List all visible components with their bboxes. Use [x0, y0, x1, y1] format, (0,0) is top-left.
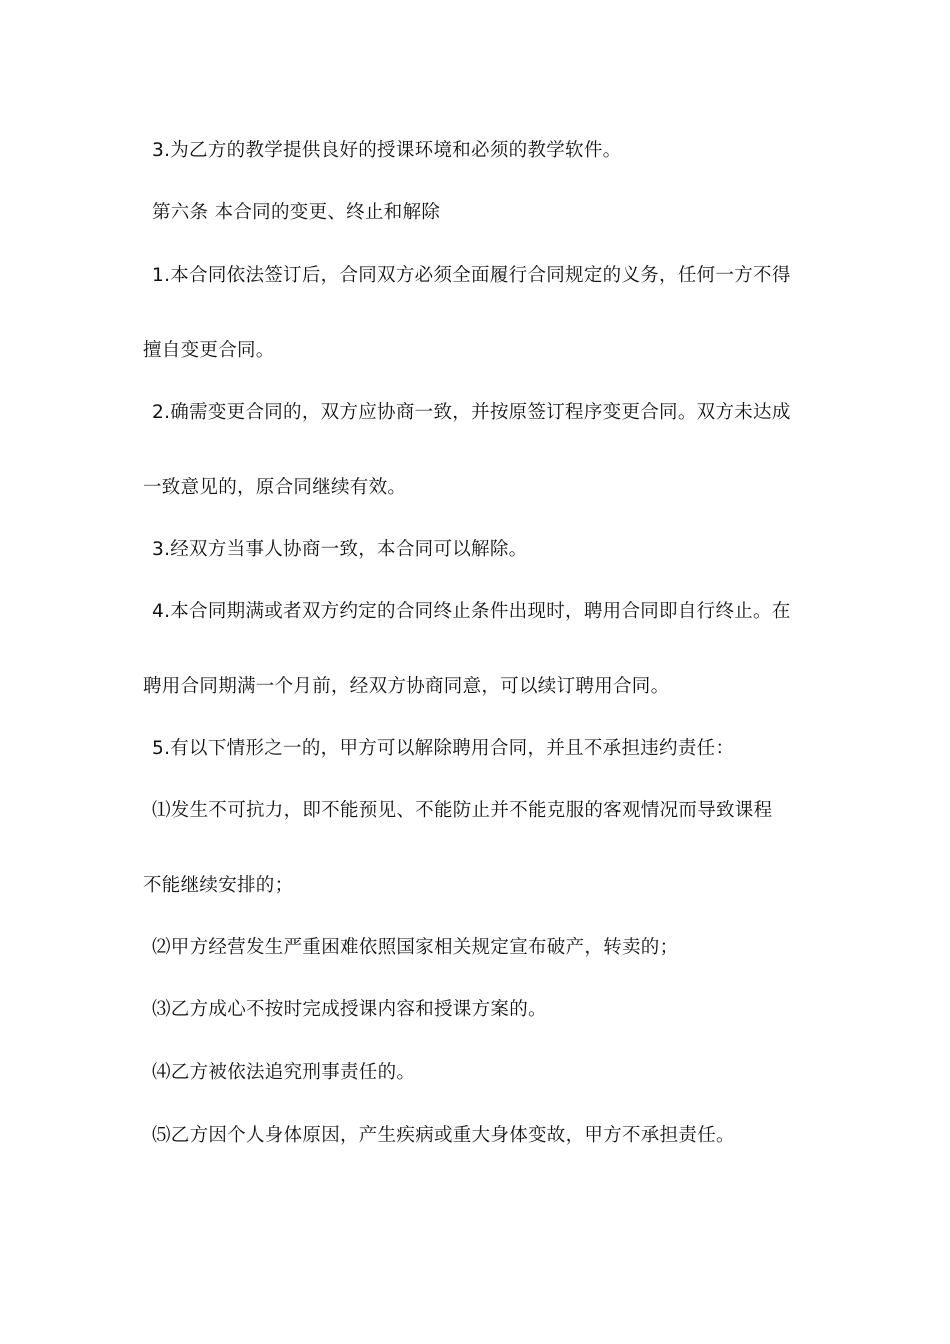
clause-line: 3.经双方当事人协商一致，本合同可以解除。 [152, 539, 528, 560]
clause-line: 5.有以下情形之一的，甲方可以解除聘用合同，并且不承担违约责任： [152, 738, 735, 759]
clause-continuation: 擅自变更合同。 [143, 340, 275, 361]
sub-item-line: ⑸乙方因个人身体原因，产生疾病或重大身体变故，甲方不承担责任。 [152, 1125, 735, 1146]
clause-line: 4.本合同期满或者双方约定的合同终止条件出现时，聘用合同即自行终止。在 [152, 601, 791, 622]
article-heading: 第六条 本合同的变更、终止和解除 [152, 202, 441, 223]
sub-item-continuation: 不能继续安排的； [143, 875, 294, 896]
clause-line: 3.为乙方的教学提供良好的授课环境和必须的教学软件。 [152, 140, 622, 161]
sub-item-line: ⑶乙方成心不按时完成授课内容和授课方案的。 [152, 999, 547, 1020]
sub-item-line: ⑷乙方被依法追究刑事责任的。 [152, 1062, 416, 1083]
clause-line: 1.本合同依法签订后，合同双方必须全面履行合同规定的义务，任何一方不得 [152, 265, 791, 286]
clause-continuation: 一致意见的，原合同继续有效。 [143, 477, 407, 498]
clause-continuation: 聘用合同期满一个月前，经双方协商同意，可以续订聘用合同。 [143, 676, 670, 697]
clause-line: 2.确需变更合同的，双方应协商一致，并按原签订程序变更合同。双方未达成 [152, 402, 791, 423]
sub-item-line: ⑵甲方经营发生严重困难依照国家相关规定宣布破产，转卖的； [152, 937, 679, 958]
sub-item-line: ⑴发生不可抗力，即不能预见、不能防止并不能克服的客观情况而导致课程 [152, 800, 773, 821]
